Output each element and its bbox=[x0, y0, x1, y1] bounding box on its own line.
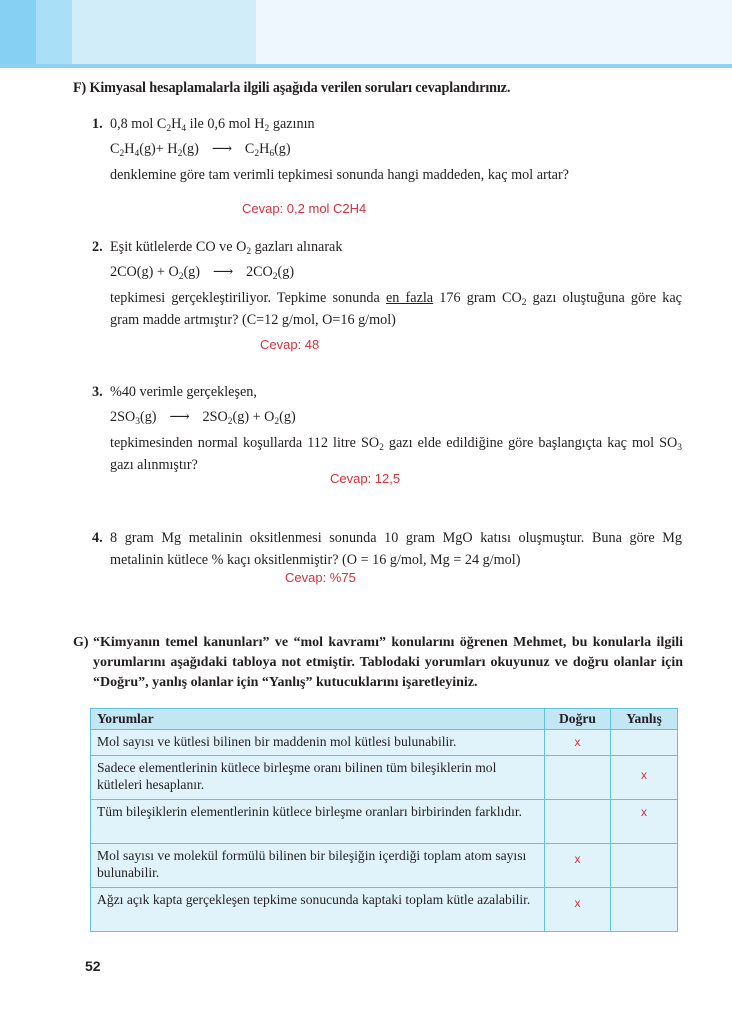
question-intro: %40 verimle gerçekleşen, bbox=[110, 384, 257, 400]
dogru-checkbox[interactable] bbox=[545, 730, 611, 756]
question-text: denklemine göre tam verimli tepkimesi sonunda hangi maddeden, kaç mol artar? bbox=[110, 167, 569, 183]
question-3 bbox=[92, 381, 682, 476]
chemical-equation: $2CO(g) + O_2(g)$ ⟶ $2CO_2(g)$ bbox=[92, 261, 682, 283]
statement-cell: Ağzı açık kapta gerçekleşen tepkime sonucunda kaptaki toplam kütle azalabilir. bbox=[91, 888, 545, 932]
header-stripe-3 bbox=[72, 0, 256, 66]
statement-cell: Mol sayısı ve kütlesi bilinen bir maddenin mol kütlesi bulunabilir. bbox=[91, 730, 545, 756]
header-band bbox=[0, 0, 732, 66]
header-stripe-2 bbox=[36, 0, 72, 66]
page-number: 52 bbox=[85, 958, 101, 974]
column-header-dogru: Doğru bbox=[545, 709, 611, 730]
yanlis-checkbox[interactable] bbox=[611, 888, 678, 932]
x-mark-icon: x bbox=[574, 852, 581, 866]
dogru-checkbox[interactable] bbox=[545, 800, 611, 844]
table-row bbox=[91, 800, 678, 844]
chemical-equation: $2SO_3(g)$ ⟶ $2SO_2(g) + O_2(g)$ bbox=[92, 406, 682, 428]
x-mark-icon: x bbox=[574, 896, 581, 910]
answer-2: Cevap: 48 bbox=[260, 337, 320, 352]
question-text: tepkimesinden normal koşullarda 112 litre $SO_2$ gazı elde edildiğine göre başlangıçta kaç mol $SO_3$ gazı alınmıştır? bbox=[110, 435, 682, 473]
section-g-label: G) bbox=[73, 635, 89, 650]
table-row bbox=[91, 888, 678, 932]
question-4 bbox=[92, 527, 682, 571]
statement-cell: Mol sayısı ve molekül formülü bilinen bir bileşiğin içerdiği toplam atom sayısı bulunabilir. bbox=[91, 844, 545, 888]
section-g-text: “Kimyanın temel kanunları” ve “mol kavramı” konularını öğrenen Mehmet, bu konularla ilgili yorumlarını aşağıdaki tabloya not etmiştir. Tablodaki yorumları okuyunuz ve doğru olanlar için “Doğru”, yanlış olanlar için “Yanlış” kutucuklarını işaretleyiniz. bbox=[93, 635, 683, 690]
section-f-title: F) Kimyasal hesaplamalarla ilgili aşağıda verilen soruları cevaplandırınız. bbox=[73, 80, 511, 96]
question-number: 2. bbox=[92, 239, 103, 255]
answer-3: Cevap: 12,5 bbox=[330, 471, 401, 486]
column-header-yanlis: Yanlış bbox=[611, 709, 678, 730]
question-2 bbox=[92, 236, 682, 331]
table-row bbox=[91, 844, 678, 888]
chemical-equation: $C_2H_4(g)+ H_2(g)$ ⟶ $C_2H_6(g)$ bbox=[92, 138, 682, 160]
statement-cell: Sadece elementlerinin kütlece birleşme oranı bilinen tüm bileşiklerin mol kütleleri hesaplanır. bbox=[91, 756, 545, 800]
question-1 bbox=[92, 113, 682, 186]
comments-table bbox=[90, 708, 678, 932]
x-mark-icon: x bbox=[641, 768, 647, 782]
x-mark-icon: x bbox=[641, 805, 647, 819]
table-row bbox=[91, 756, 678, 800]
underlined-phrase: en fazla bbox=[385, 290, 434, 306]
question-intro: 0,8 mol $C_2H_4$ ile 0,6 mol $H_2$ gazının bbox=[110, 116, 315, 134]
yanlis-checkbox[interactable] bbox=[611, 844, 678, 888]
header-rule bbox=[0, 64, 732, 68]
arrow-icon: ⟶ bbox=[212, 264, 234, 280]
dogru-checkbox[interactable] bbox=[545, 888, 611, 932]
dogru-checkbox[interactable] bbox=[545, 844, 611, 888]
table-header-row bbox=[91, 709, 678, 730]
x-mark-icon: x bbox=[574, 735, 581, 749]
question-intro: Eşit kütlelerde CO ve $O_2$ gazları alınarak bbox=[110, 239, 343, 257]
question-number: 1. bbox=[92, 116, 103, 132]
question-text: tepkimesi gerçekleştiriliyor. Tepkime sonunda en fazla 176 gram $CO_2$ gazı oluştuğuna göre kaç gram madde artmıştır? (C=12 g/mol, O=16 g/mol) bbox=[110, 290, 682, 328]
yanlis-checkbox[interactable] bbox=[611, 756, 678, 800]
column-header-yorumlar: Yorumlar bbox=[91, 709, 545, 730]
header-stripe-1 bbox=[0, 0, 36, 66]
question-number: 4. bbox=[92, 530, 103, 546]
arrow-icon: ⟶ bbox=[169, 409, 190, 425]
yanlis-checkbox[interactable] bbox=[611, 730, 678, 756]
yanlis-checkbox[interactable] bbox=[611, 800, 678, 844]
statement-cell: Tüm bileşiklerin elementlerinin kütlece birleşme oranları birbirinden farklıdır. bbox=[91, 800, 545, 844]
question-number: 3. bbox=[92, 384, 103, 400]
arrow-icon: ⟶ bbox=[211, 141, 233, 157]
question-text: 8 gram Mg metalinin oksitlenmesi sonunda 10 gram MgO katısı oluşmuştur. Buna göre Mg metalinin kütlece % kaçı oksitlenmiştir? (O = 16 g/mol, Mg = 24 g/mol) bbox=[110, 530, 682, 568]
answer-4: Cevap: %75 bbox=[285, 570, 356, 585]
section-g-instructions bbox=[73, 633, 683, 693]
table-row bbox=[91, 730, 678, 756]
answer-1: Cevap: 0,2 mol C2H4 bbox=[242, 201, 367, 216]
dogru-checkbox[interactable] bbox=[545, 756, 611, 800]
